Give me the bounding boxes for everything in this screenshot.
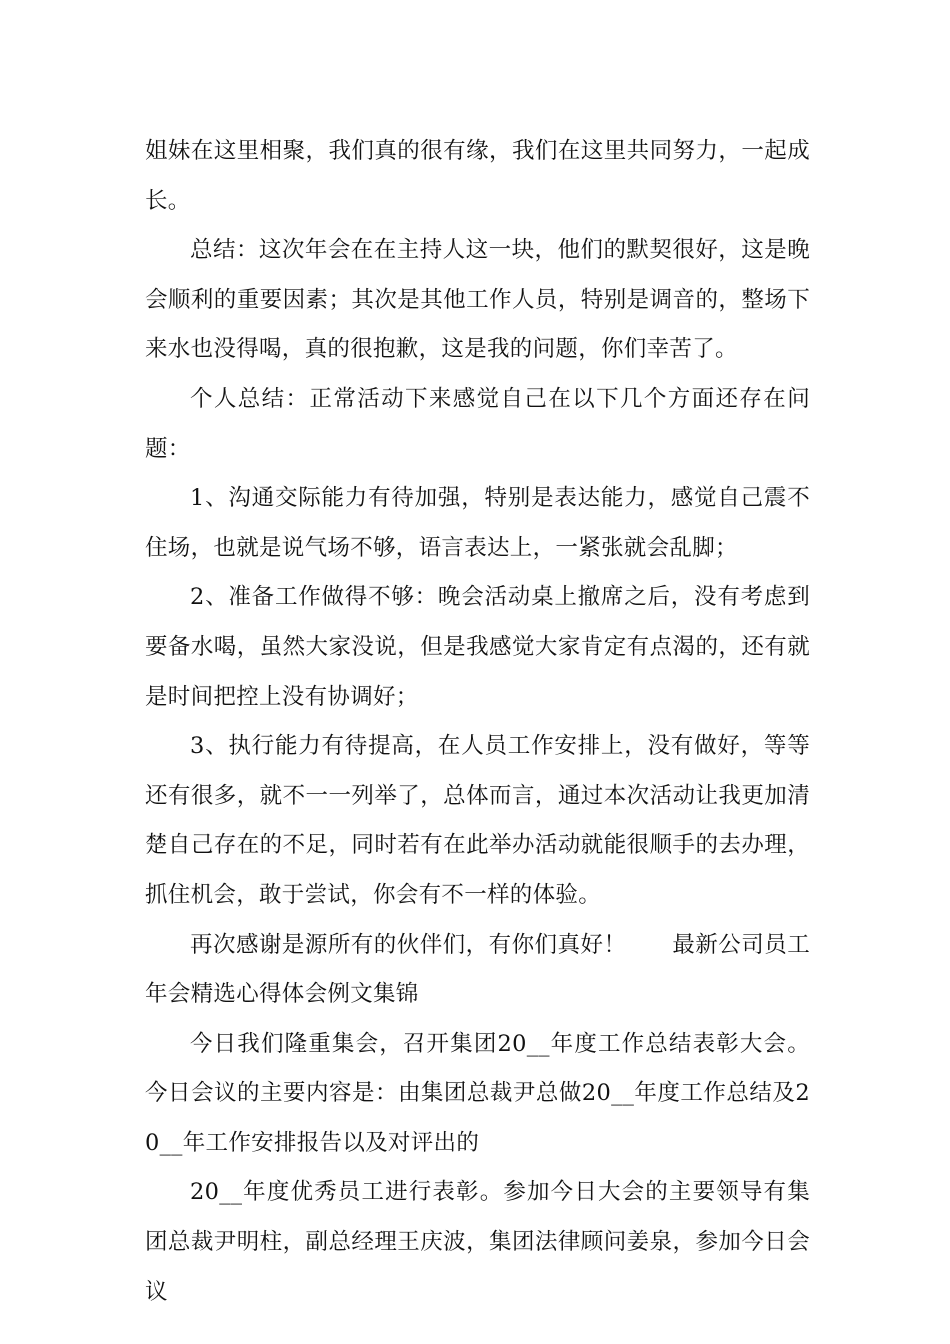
paragraph-9: 20__年度优秀员工进行表彰。参加今日大会的主要领导有集团总裁尹明柱，副总经理王庆波，集团法律顾问姜泉，参加今日会议 bbox=[145, 1179, 810, 1305]
paragraph-8: 今日我们隆重集会，召开集团20__年度工作总结表彰大会。今日会议的主要内容是：由集团总裁尹总做20__年度工作总结及20__年工作安排报告以及对评出的 bbox=[145, 1030, 810, 1156]
paragraph-1: 姐妹在这里相聚，我们真的很有缘，我们在这里共同努力，一起成长。 bbox=[145, 138, 810, 214]
paragraph-5: 2、准备工作做得不够：晚会活动桌上撤席之后，没有考虑到要备水喝，虽然大家没说，但是我感觉大家肯定有点渴的，还有就是时间把控上没有协调好； bbox=[145, 584, 810, 710]
paragraph-7: 再次感谢是源所有的伙伴们，有你们真好！ 最新公司员工年会精选心得体会例文集锦 bbox=[145, 931, 810, 1008]
paragraph-4: 1、沟通交际能力有待加强，特别是表达能力，感觉自己震不住场，也就是说气场不够，语言表达上，一紧张就会乱脚； bbox=[145, 485, 810, 561]
paragraph-2: 总结：这次年会在在主持人这一块，他们的默契很好，这是晚会顺利的重要因素；其次是其他工作人员，特别是调音的，整场下来水也没得喝，真的很抱歉，这是我的问题，你们幸苦了。 bbox=[145, 237, 810, 363]
document-body bbox=[145, 127, 810, 1317]
paragraph-6: 3、执行能力有待提高，在人员工作安排上，没有做好，等等还有很多，就不一一列举了，总体而言，通过本次活动让我更加清楚自己存在的不足，同时若有在此举办活动就能很顺手的去办理，抓住机会，敢于尝试，你会有不一样的体验。 bbox=[145, 733, 810, 908]
paragraph-3: 个人总结：正常活动下来感觉自己在以下几个方面还存在问题： bbox=[145, 385, 810, 462]
